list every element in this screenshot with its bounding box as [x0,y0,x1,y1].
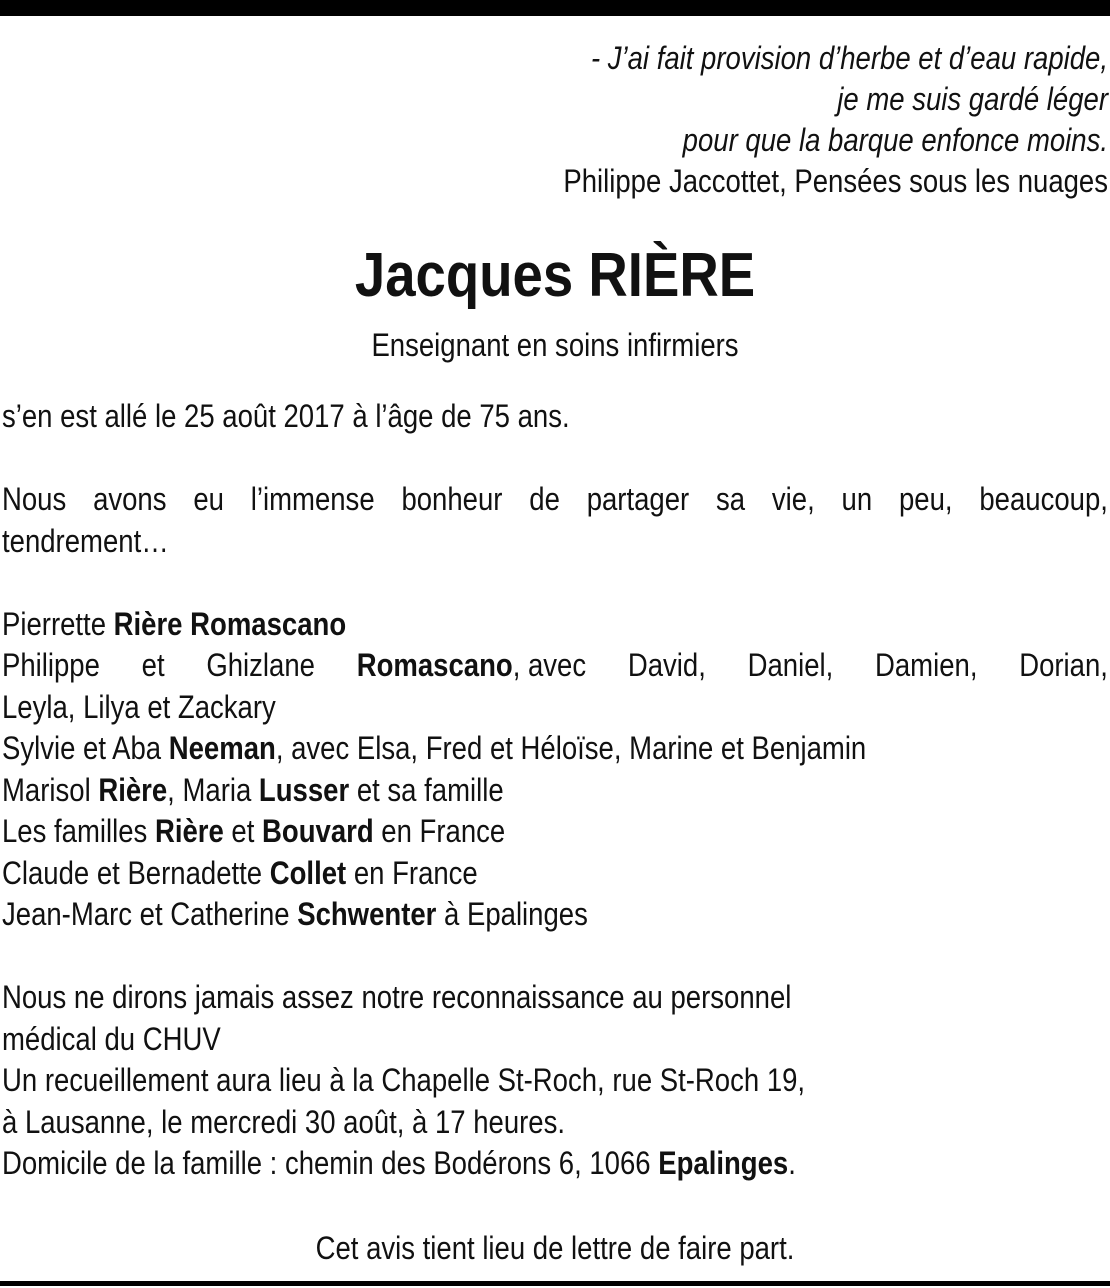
family-rest: à Epalinges [436,896,588,932]
notice-body [2,396,1110,1185]
surname: Rière [154,813,224,849]
spacer [2,936,1110,978]
info-line-4: à Lausanne, le mercredi 30 août, à 17 heures. [2,1103,566,1140]
family-word: Daniel, [747,647,834,683]
tribute-word: sa [716,481,746,517]
family-line-8 [2,894,1110,936]
surname: Bouvard [262,813,374,849]
top-rule [0,0,1110,16]
family-rest: , Maria [167,771,259,808]
family-line-6 [2,811,1110,853]
first-names: Pierrette [2,605,114,642]
tribute-word: l’immense [250,481,375,517]
spacer [2,438,1110,480]
surname: Collet [269,854,347,891]
tribute-word: un [841,481,873,517]
epigraph [334,38,1108,202]
tribute-word: peu, [898,481,953,517]
epigraph-attribution: Philippe Jaccottet, Pensées sous les nuages [563,163,1108,199]
epigraph-line-2: je me suis gardé léger [837,81,1108,117]
tribute-word: bonheur [401,481,503,517]
surname: Lusser [258,771,350,808]
family-line-2 [2,645,1108,687]
deceased-profession: Enseignant en soins infirmiers [371,327,739,363]
family-word: David, [627,647,706,683]
tribute-word: avons [93,481,167,517]
family-rest: , avec Elsa, Fred et Héloïse, Marine et Benjamin [275,730,867,766]
family-rest: et [223,813,263,849]
family-rest: en France [373,813,506,849]
announcement: s’en est allé le 25 août 2017 à l’âge de 75 ans. [2,398,570,434]
first-names: Sylvie et Aba [2,730,169,766]
family-word: Dorian, [1019,647,1108,683]
tribute-word: eu [193,481,224,517]
family-rest: en France [346,854,478,891]
tribute-word: Nous [2,481,67,517]
address: Domicile de la famille : chemin des Bodérons 6, 1066 [2,1145,659,1181]
surname: Rière [98,771,168,808]
surname-group [357,645,586,687]
info-line-2: médical du CHUV [2,1020,221,1057]
first-names: Jean-Marc et Catherine [2,896,298,932]
family-word: Ghizlane [206,647,315,683]
deceased-name: Jacques RIÈRE [354,241,756,310]
family-word: Philippe [2,647,100,683]
tribute-word: de [529,481,560,517]
family-word: Damien, [874,647,978,683]
family-word: et [141,647,165,683]
bottom-rule [0,1281,1110,1286]
family-line-7 [2,853,1110,895]
tribute-line-1 [2,479,1108,521]
surname: Rière Romascano [113,605,347,642]
surname: Schwenter [297,896,437,932]
surname: Neeman [168,730,276,766]
tribute-word: beaucoup, [979,481,1108,517]
address-end: . [788,1145,796,1181]
family-word: , avec [512,647,587,683]
tribute-word: partager [586,481,690,517]
first-names: Marisol [2,771,99,808]
family-line-4 [2,728,1110,770]
info-line-5 [2,1143,1110,1185]
tribute-line-2: tendrement… [2,522,169,559]
info-line-3: Un recueillement aura lieu à la Chapelle St-Roch, rue St-Roch 19, [2,1062,806,1098]
epigraph-line-1: - J’ai fait provision d’herbe et d’eau rapide, [590,40,1108,76]
city: Epalinges [658,1145,789,1181]
family-line-5 [2,770,1110,812]
closing-note: Cet avis tient lieu de lettre de faire part. [315,1230,795,1266]
family-line-3: Leyla, Lilya et Zackary [2,688,276,725]
family-line-1 [2,604,1110,646]
family-rest: et sa famille [349,771,504,808]
first-names: Les familles [2,813,155,849]
spacer [2,562,1110,604]
surname: Romascano [356,647,513,683]
tribute-word: vie, [771,481,815,517]
info-line-1: Nous ne dirons jamais assez notre reconnaissance au personnel [2,979,792,1015]
epigraph-line-3: pour que la barque enfonce moins. [682,122,1108,158]
first-names: Claude et Bernadette [2,854,270,891]
